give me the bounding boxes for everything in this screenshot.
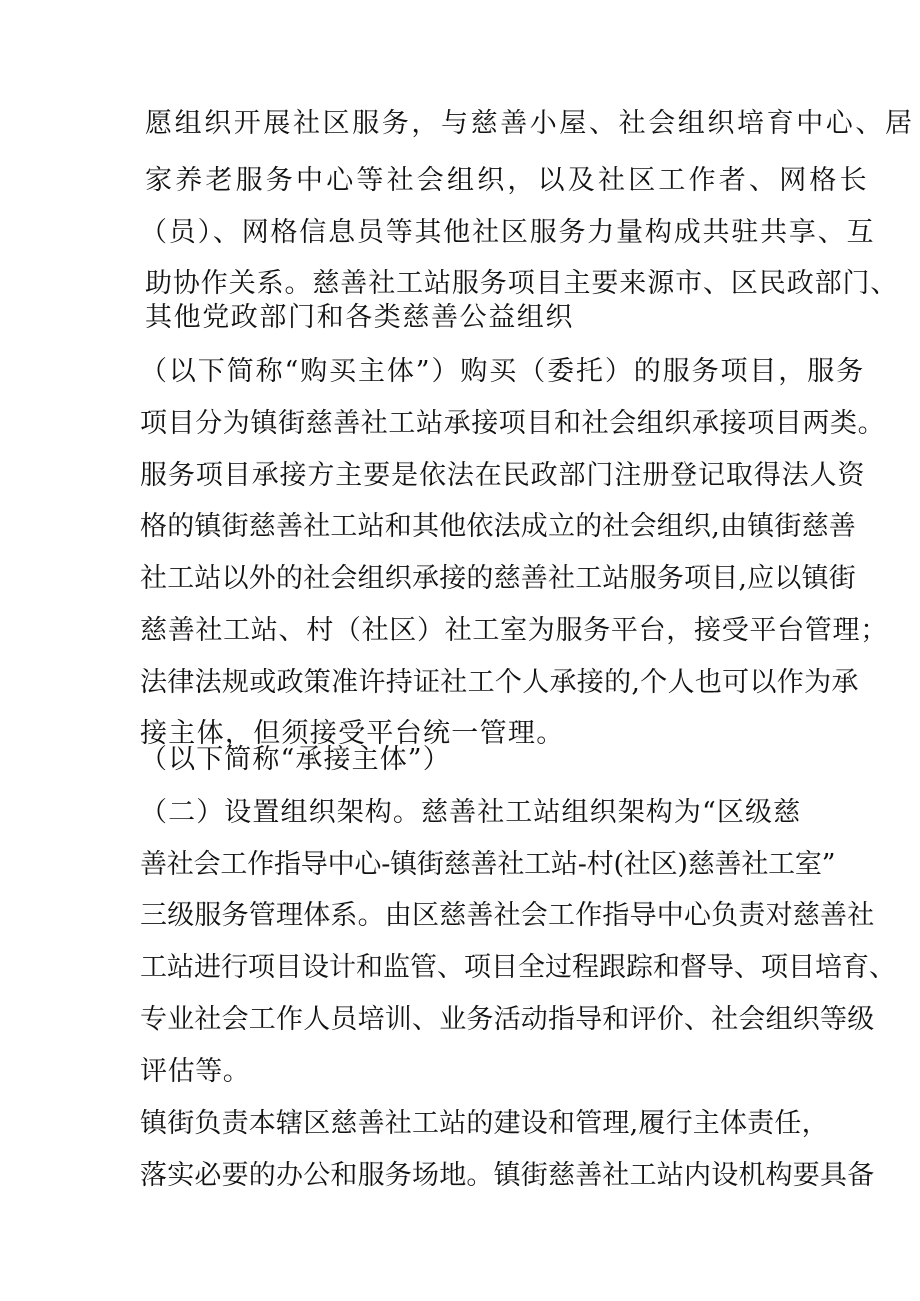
- text-line: （以下简称“承接主体”）: [140, 744, 451, 775]
- text-line: 家养老服务中心等社会组织，以及社区工作者、网格长: [145, 165, 870, 196]
- text-line: 评估等。: [140, 1056, 251, 1087]
- text-line: 镇街负责本辖区慈善社工站的建设和管理,履行主体责任，: [140, 1108, 829, 1139]
- text-line: 服务项目承接方主要是依法在民政部门注册登记取得法人资: [140, 460, 866, 491]
- text-line: 专业社会工作人员培训、业务活动指导和评价、社会组织等级: [140, 1004, 875, 1035]
- text-line: 三级服务管理体系。由区慈善社会工作指导中心负责对慈善社: [140, 900, 875, 931]
- text-line: 工站进行项目设计和监管、项目全过程跟踪和督导、项目培育、: [140, 952, 896, 983]
- text-line: 其他党政部门和各类慈善公益组织: [145, 302, 574, 333]
- text-line: （以下简称“购买主体”）购买（委托）的服务项目，服务: [140, 356, 866, 387]
- text-line: 接主体，但须接受平台统一管理。: [140, 718, 565, 749]
- text-line: 落实必要的办公和服务场地。镇街慈善社工站内设机构要具备: [140, 1160, 875, 1191]
- text-line: 格的镇街慈善社工站和其他依法成立的社会组织,由镇街慈善: [140, 511, 856, 542]
- text-line: （二）设置组织架构。慈善社工站组织架构为“区级慈: [140, 797, 802, 828]
- text-line: 助协作关系。慈善社工站服务项目主要来源市、区民政部门、: [145, 268, 899, 299]
- text-line: 慈善社工站、村（社区）社工室为服务平台，接受平台管理；: [140, 615, 888, 646]
- text-line: 善社会工作指导中心-镇街慈善社工站-村(社区)慈善社工室”: [140, 849, 836, 880]
- text-line: 项目分为镇街慈善社工站承接项目和社会组织承接项目两类。: [140, 408, 886, 439]
- text-line: （员）、网格信息员等其他社区服务力量构成共驻共享、互: [140, 217, 876, 248]
- text-line: 愿组织开展社区服务，与慈善小屋、社会组织培育中心、居: [145, 108, 915, 139]
- text-line: 法律法规或政策准许持证社工个人承接的,个人也可以作为承: [140, 667, 859, 698]
- text-line: 社工站以外的社会组织承接的慈善社工站服务项目,应以镇街: [140, 563, 856, 594]
